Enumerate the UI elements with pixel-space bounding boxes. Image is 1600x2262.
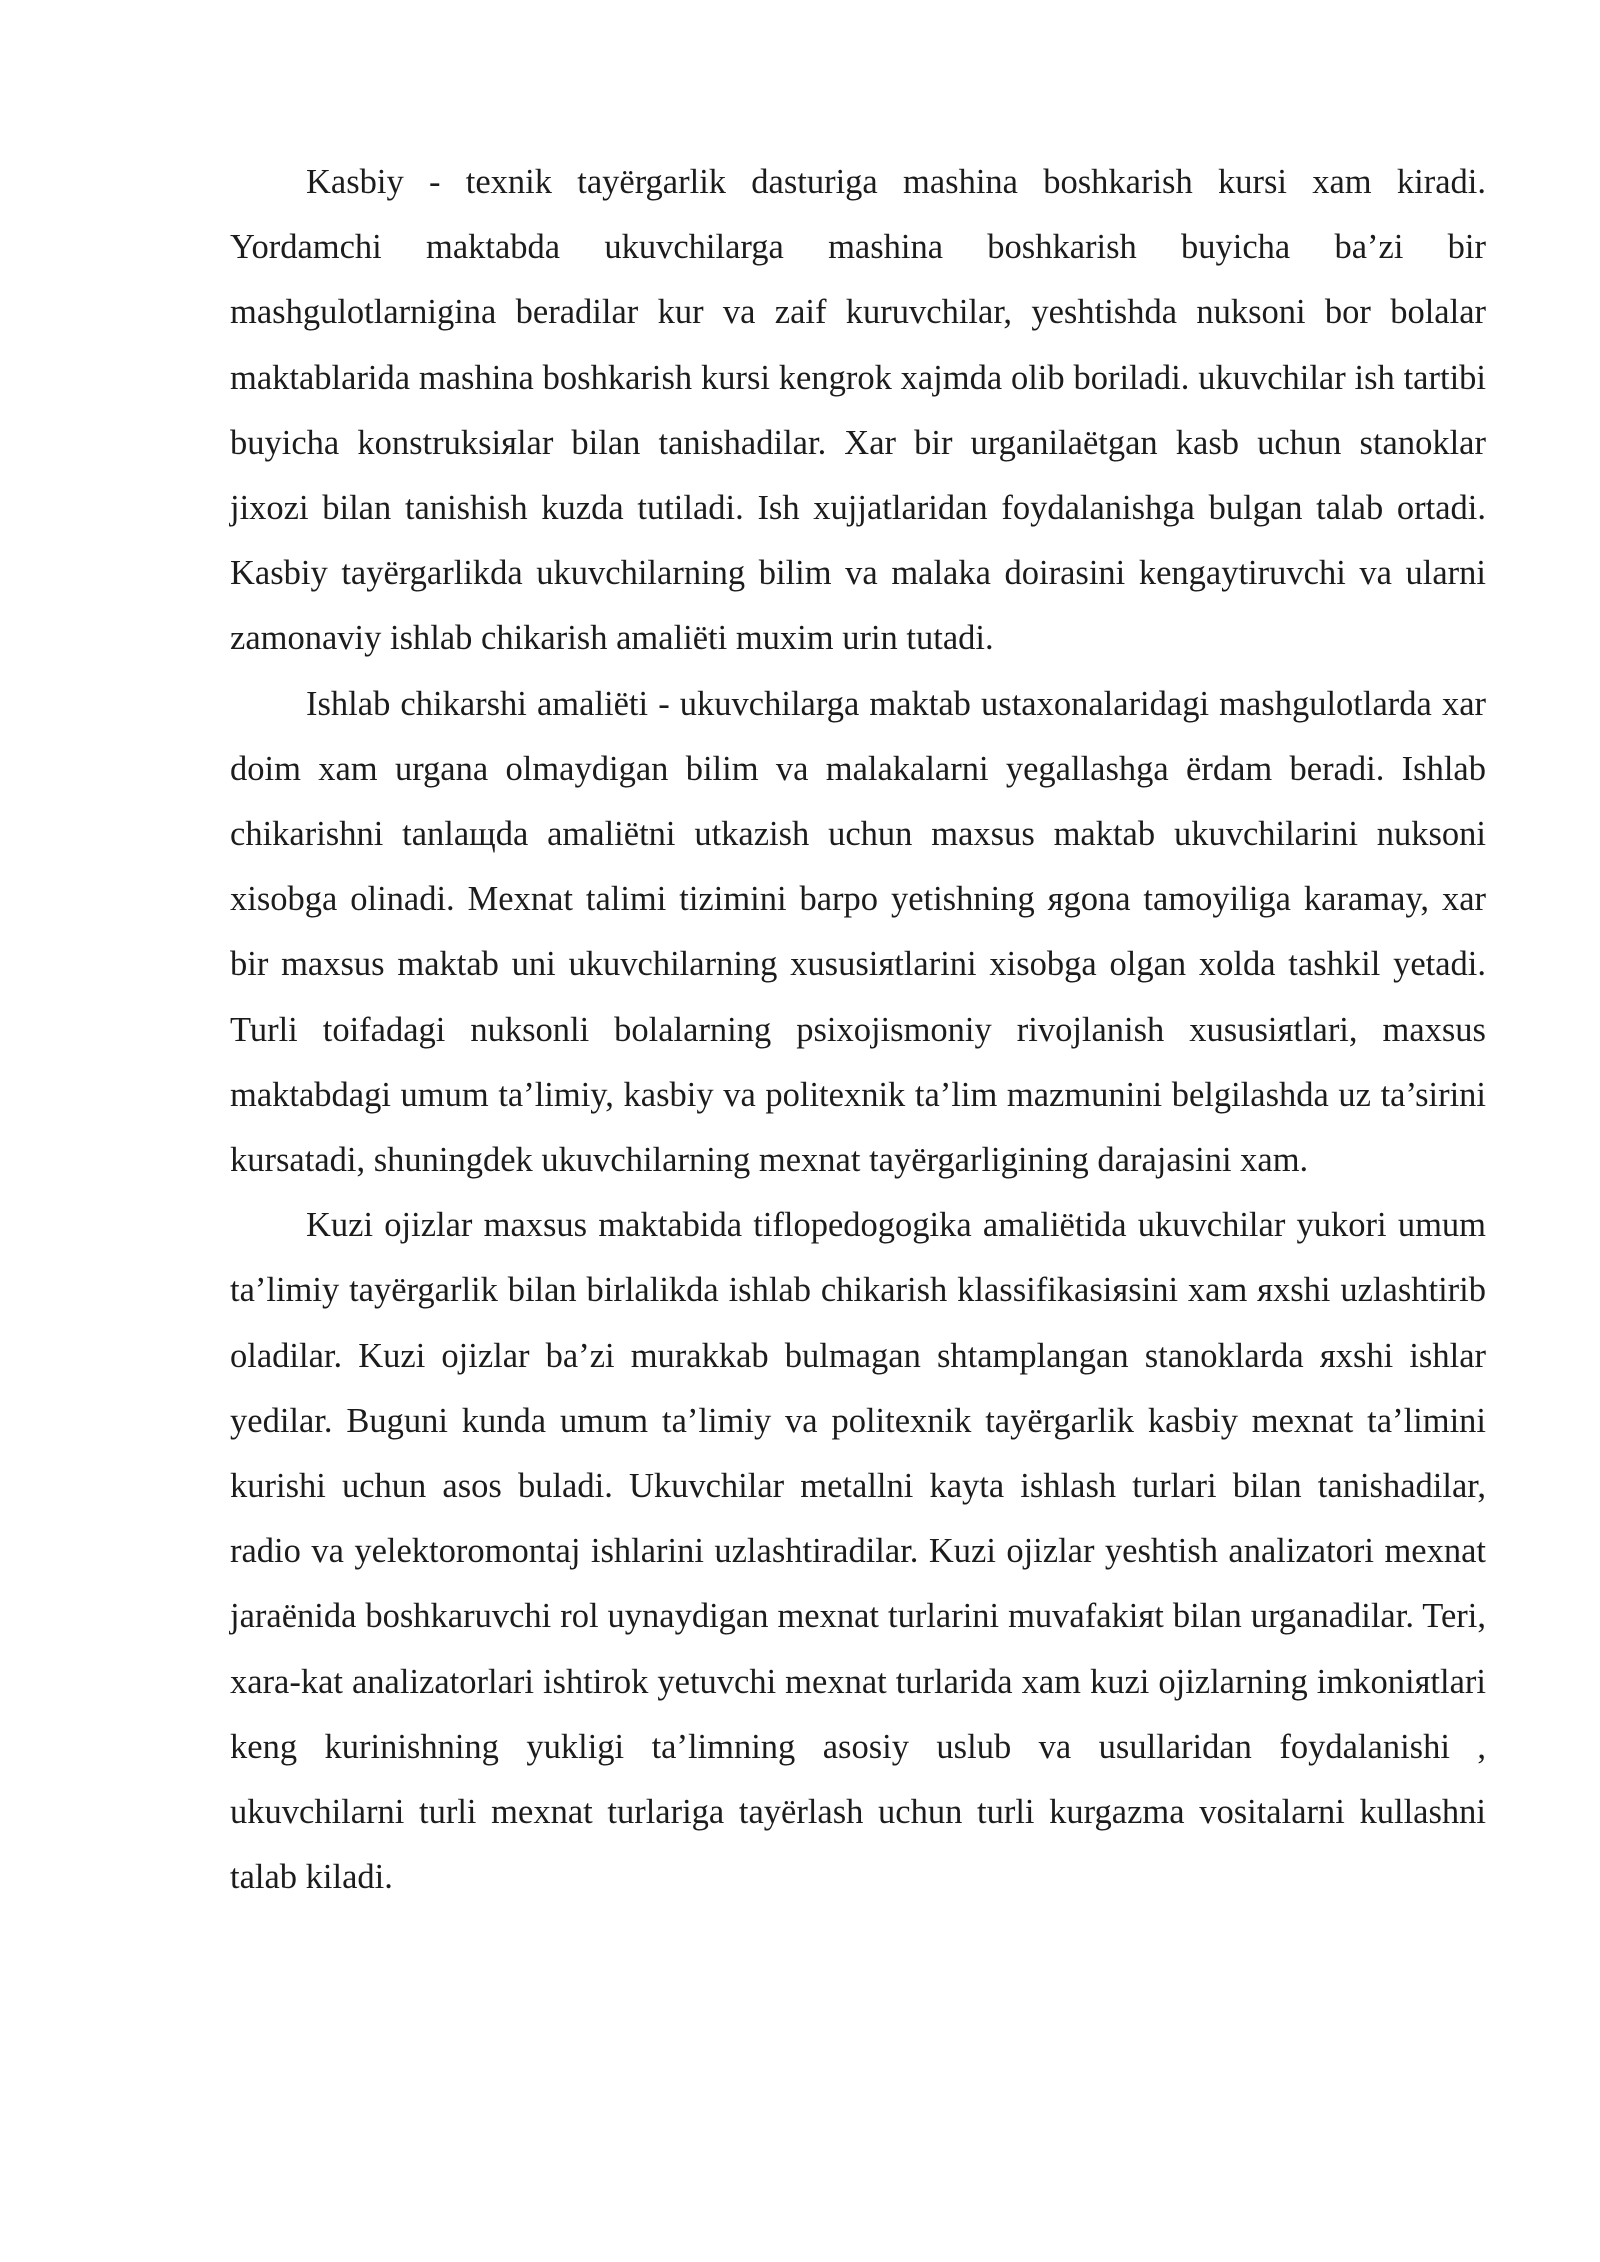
document-page (230, 150, 1486, 1910)
paragraph-2: Ishlab chikarshi amaliёti - ukuvchilarga maktab ustaxonalaridagi mashgulotlarda xar doim xam urgana olmaydigan bilim va malakalarni yegallashga ёrdam beradi. Ishlab chikarishni tanlaщda amaliёtni utkazish uchun maxsus maktab ukuvchilarini nuksoni xisobga olinadi. Mexnat talimi tizimini barpo yetishning яgona tamoyiliga karamay, xar bir maxsus maktab uni ukuvchilarning xususiяtlarini xisobga olgan xolda tashkil yetadi. Turli toifadagi nuksonli bolalarning psixojismoniy rivojlanish xususiяtlari, maxsus maktabdagi umum ta’limiy, kasbiy va politexnik ta’lim mazmunini belgilashda uz ta’sirini kursatadi, shuningdek ukuvchilarning mexnat tayёrgarligining darajasini xam. (230, 684, 1486, 1180)
paragraph-3: Kuzi ojizlar maxsus maktabida tiflopedogogika amaliёtida ukuvchilar yukori umum ta’limiy tayёrgarlik bilan birlalikda ishlab chikarish klassifikasiяsini xam яxshi uzlashtirib oladilar. Kuzi ojizlar ba’zi murakkab bulmagan shtamplangan stanoklarda яxshi ishlar yedilar. Buguni kunda umum ta’limiy va politexnik tayёrgarlik kasbiy mexnat ta’limini kurishi uchun asos buladi. Ukuvchilar metallni kayta ishlash turlari bilan tanishadilar, radio va yelektoromontaj ishlarini uzlashtiradilar. Kuzi ojizlar yeshtish analizatori mexnat jaraёnida boshkaruvchi rol uynaydigan mexnat turlarini muvafakiяt bilan urganadilar. Teri, xara-kat analizatorlari ishtirok yetuvchi mexnat turlarida xam kuzi ojizlarning imkoniяtlari keng kurinishning yukligi ta’limning asosiy uslub va usullaridan foydalanishi , ukuvchilarni turli mexnat turlariga tayёrlash uchun turli kurgazma vositalarni kullashni talab kiladi. (230, 1206, 1486, 1897)
paragraph-1: Kasbiy - texnik tayёrgarlik dasturiga mashina boshkarish kursi xam kiradi. Yordamchi maktabda ukuvchilarga mashina boshkarish buyicha ba’zi bir mashgulotlarnigina beradilar kur va zaif kuruvchilar, yeshtishda nuksoni bor bolalar maktablarida mashina boshkarish kursi kengrok xajmda olib boriladi. ukuvchilar ish tartibi buyicha konstruksiяlar bilan tanishadilar. Xar bir urganilaёtgan kasb uchun stanoklar jixozi bilan tanishish kuzda tutiladi. Ish xujjatlaridan foydalanishga bulgan talab ortadi. Kasbiy tayёrgarlikda ukuvchilarning bilim va malaka doirasini kengaytiruvchi va ularni zamonaviy ishlab chikarish amaliёti muxim urin tutadi. (230, 163, 1486, 658)
